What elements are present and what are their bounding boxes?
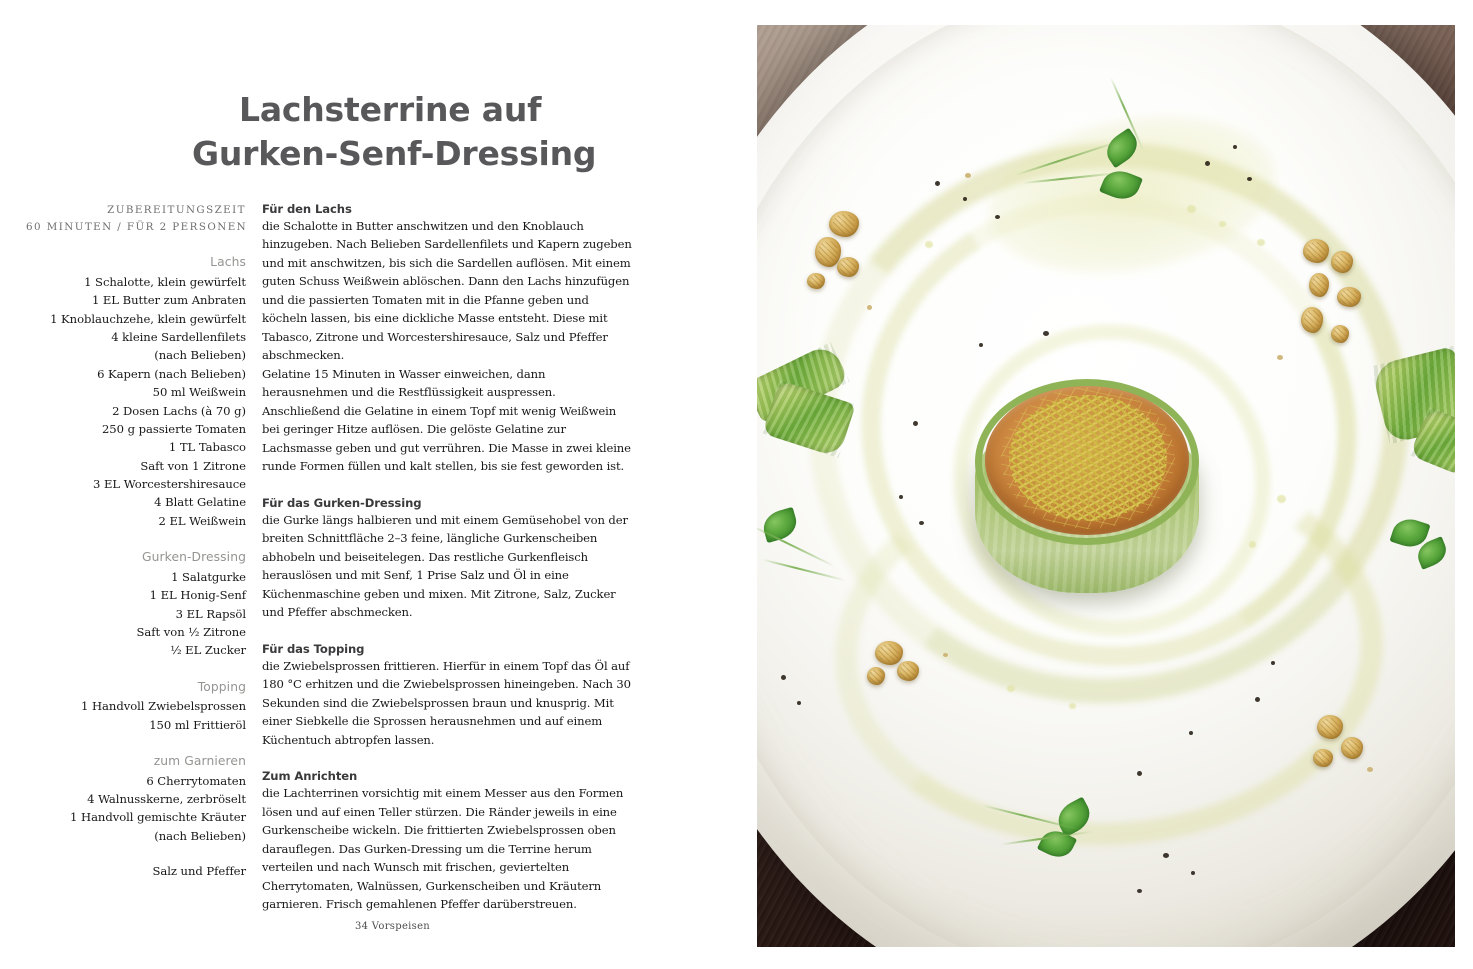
ingredient-spacer [26, 845, 246, 862]
ingredient-item: 3 EL Worcestershiresauce [93, 477, 246, 492]
ingredient-item: 1 Handvoll gemischte Kräuter [70, 810, 246, 825]
pepper-speck [1163, 853, 1169, 858]
ingredient-group-label: Gurken-Dressing [141, 550, 246, 565]
pepper-speck [1191, 871, 1195, 875]
ingredient-item: 1 Salatgurke [171, 569, 246, 584]
ingredient-item: 4 Blatt Gelatine [154, 495, 246, 510]
instruction-heading: Zum Anrichten [262, 769, 358, 784]
walnut-piece [1301, 307, 1323, 333]
ingredient-item: Saft von ½ Zitrone [136, 624, 246, 639]
dressing-droplet [1257, 239, 1265, 246]
instruction-paragraph: die Gurke längs halbieren und mit einem Gemüsehobel von der breiten Schnittfläche 2–3 feine, längliche Gurkenscheiben abhobeln und beiseitelegen. Das restliche Gurkenfleisch herauslösen und mit Senf, 1 Prise Salz und Öl in eine Küchenmaschine geben und mixen. Mit Zitrone, Salz, Zucker und Pfeffer abschmecken. [262, 512, 628, 620]
dressing-droplet [1249, 541, 1256, 548]
walnut-crumb [1277, 355, 1283, 360]
walnut-crumb [1367, 767, 1373, 772]
ingredient-item: 50 ml Weißwein [152, 385, 246, 400]
ingredient-item: 1 Schalotte, klein gewürfelt [84, 274, 246, 289]
dressing-droplet [925, 241, 933, 248]
pepper-speck [1205, 161, 1210, 166]
ingredient-item: Saft von 1 Zitrone [140, 458, 246, 473]
prep-time-value: 60 MINUTEN / FÜR 2 PERSONEN [26, 220, 248, 233]
instruction-heading: Für das Topping [262, 641, 365, 656]
walnut-piece [875, 641, 903, 665]
instruction-section-topping [262, 642, 634, 749]
instruction-section-gurken-dressing [262, 496, 634, 622]
walnut-piece [1331, 325, 1349, 343]
fried-onion-sprouts [1009, 395, 1167, 521]
walnut-piece [1317, 715, 1343, 739]
pepper-speck [919, 521, 924, 525]
pepper-speck [1189, 731, 1193, 735]
walnut-piece [1309, 273, 1329, 297]
walnut-crumb [965, 173, 971, 178]
pepper-speck [797, 701, 801, 705]
ingredient-group-label: zum Garnieren [153, 754, 246, 768]
instruction-heading: Für das Gurken-Dressing [262, 495, 422, 510]
ingredient-item: 150 ml Frittieröl [149, 717, 246, 732]
ingredient-group-topping [26, 679, 246, 734]
dressing-droplet [1187, 205, 1196, 213]
page-folio: 34 Vorspeisen [355, 921, 431, 932]
salmon-terrine [969, 377, 1205, 603]
ingredient-item: 2 Dosen Lachs (à 70 g) [112, 403, 246, 418]
walnut-piece [1303, 239, 1329, 263]
ingredient-item: 250 g passierte Tomaten [101, 421, 246, 436]
walnut-crumb [943, 653, 948, 657]
ingredient-item: 4 kleine Sardellenfilets [111, 330, 246, 345]
ingredient-item: 1 TL Tabasco [168, 440, 246, 455]
ingredient-item: 4 Walnusskerne, zerbröselt [87, 791, 246, 806]
instruction-paragraph: die Zwiebelsprossen frittieren. Hierfür in einem Topf das Öl auf 180 °C erhitzen und die Zwiebelsprossen hineingeben. Nach 30 Sekunden sind die Zwiebelsprossen braun und knusprig. Mit einer Siebkelle die Sprossen herausnehmen und auf einem Küchentuch abtropfen lassen. [262, 658, 631, 747]
instruction-heading: Für den Lachs [262, 202, 352, 216]
walnut-piece [1331, 251, 1353, 273]
ingredient-item: 1 Knoblauchzehe, klein gewürfelt [50, 311, 246, 326]
instruction-paragraph: die Schalotte in Butter anschwitzen und den Knoblauch hinzugeben. Nach Belieben Sardellenfilets und Kapern zugeben und mit anschwitzen, bis sich die Sardellen auflösen. Mit einem guten Schuss Weißwein ablöschen. Dann den Lachs hinzufügen und die passierten Tomaten mit in die Pfanne geben und köcheln lassen, bis eine dickliche Masse entsteht. Diese mit Tabasco, Zitrone und Worcestershiresauce, Salz und Pfeffer abschmecken. [262, 219, 632, 363]
ingredient-group-garnish [26, 753, 246, 845]
dressing-droplet [1277, 495, 1286, 503]
pepper-speck [913, 421, 918, 426]
pepper-speck [979, 343, 983, 347]
pepper-speck [963, 197, 967, 201]
pepper-speck [1271, 661, 1275, 665]
page-title-line-2: Gurken-Senf-Dressing [192, 133, 597, 173]
walnut-piece [807, 273, 825, 289]
walnut-piece [867, 667, 885, 685]
instruction-paragraph: Gelatine 15 Minuten in Wasser einweichen, dann herausnehmen und die Restflüssigkeit auspressen. Anschließend die Gelatine in einem Topf mit wenig Weißwein bei geringer Hitze auflösen. Die gelöste Gelatine zur Lachsmasse geben und gut verrühren. Die Masse in zwei kleine runde Formen füllen und kalt stellen, bis sie fest geworden ist. [262, 366, 631, 474]
dressing-droplet [1069, 703, 1076, 709]
dish-photograph [757, 25, 1455, 947]
instruction-section-anrichten [262, 769, 634, 913]
dressing-droplet [1219, 221, 1226, 227]
dressing-droplet [1007, 685, 1015, 692]
ingredient-item: 6 Cherrytomaten [146, 773, 246, 788]
ingredient-item: (nach Belieben) [154, 828, 246, 843]
instruction-section-lachs [262, 202, 634, 476]
ingredient-item-salt-pepper: Salz und Pfeffer [152, 864, 246, 879]
ingredient-item: (nach Belieben) [154, 348, 246, 363]
pepper-speck [1233, 145, 1237, 149]
walnut-piece [1341, 737, 1363, 759]
walnut-piece [829, 211, 859, 237]
pepper-speck [1137, 771, 1142, 776]
walnut-crumb [867, 305, 872, 310]
ingredient-group-lachs [26, 254, 246, 530]
pepper-speck [1255, 697, 1260, 702]
ingredient-item: 1 Handvoll Zwiebelsprossen [81, 699, 246, 714]
pepper-speck [781, 675, 786, 680]
prep-time-label: ZUBEREITUNGSZEIT [107, 204, 246, 216]
ingredient-group-gurken-dressing [26, 549, 246, 659]
walnut-piece [1313, 749, 1333, 767]
ingredient-group-label: Lachs [210, 255, 246, 270]
pepper-speck [935, 181, 940, 186]
instructions-column [262, 202, 634, 914]
ingredient-item: ½ EL Zucker [170, 643, 246, 658]
ingredient-item: 1 EL Butter zum Anbraten [91, 293, 246, 308]
pepper-speck [1247, 177, 1252, 181]
walnut-piece [1337, 287, 1361, 307]
page-title-line-1: Lachsterrine auf [239, 90, 542, 129]
ingredient-item: 3 EL Rapsöl [175, 606, 246, 621]
ingredient-item: 6 Kapern (nach Belieben) [97, 366, 246, 381]
page-title [192, 88, 712, 176]
walnut-piece [837, 257, 859, 277]
pepper-speck [899, 495, 903, 499]
pepper-speck [995, 215, 1000, 219]
ingredients-column [26, 202, 246, 880]
ingredient-item: 2 EL Weißwein [158, 513, 246, 528]
walnut-piece [897, 661, 919, 681]
ingredient-group-label: Topping [197, 679, 246, 694]
instruction-paragraph: die Lachterrinen vorsichtig mit einem Messer aus den Formen lösen und auf einen Teller stürzen. Die Ränder jeweils in eine Gurkenscheibe wickeln. Die frittierten Zwiebelsprossen oben darauflegen. Das Gurken-Dressing um die Terrine herum verteilen und nach Wunsch mit frischen, geviertelten Cherrytomaten, Walnüssen, Gurkenscheiben und Kräutern garnieren. Frisch gemahlenen Pfeffer darüberstreuen. [262, 786, 624, 912]
pepper-speck [1043, 331, 1049, 336]
pepper-speck [1137, 889, 1142, 893]
ingredient-item: 1 EL Honig-Senf [149, 588, 246, 603]
